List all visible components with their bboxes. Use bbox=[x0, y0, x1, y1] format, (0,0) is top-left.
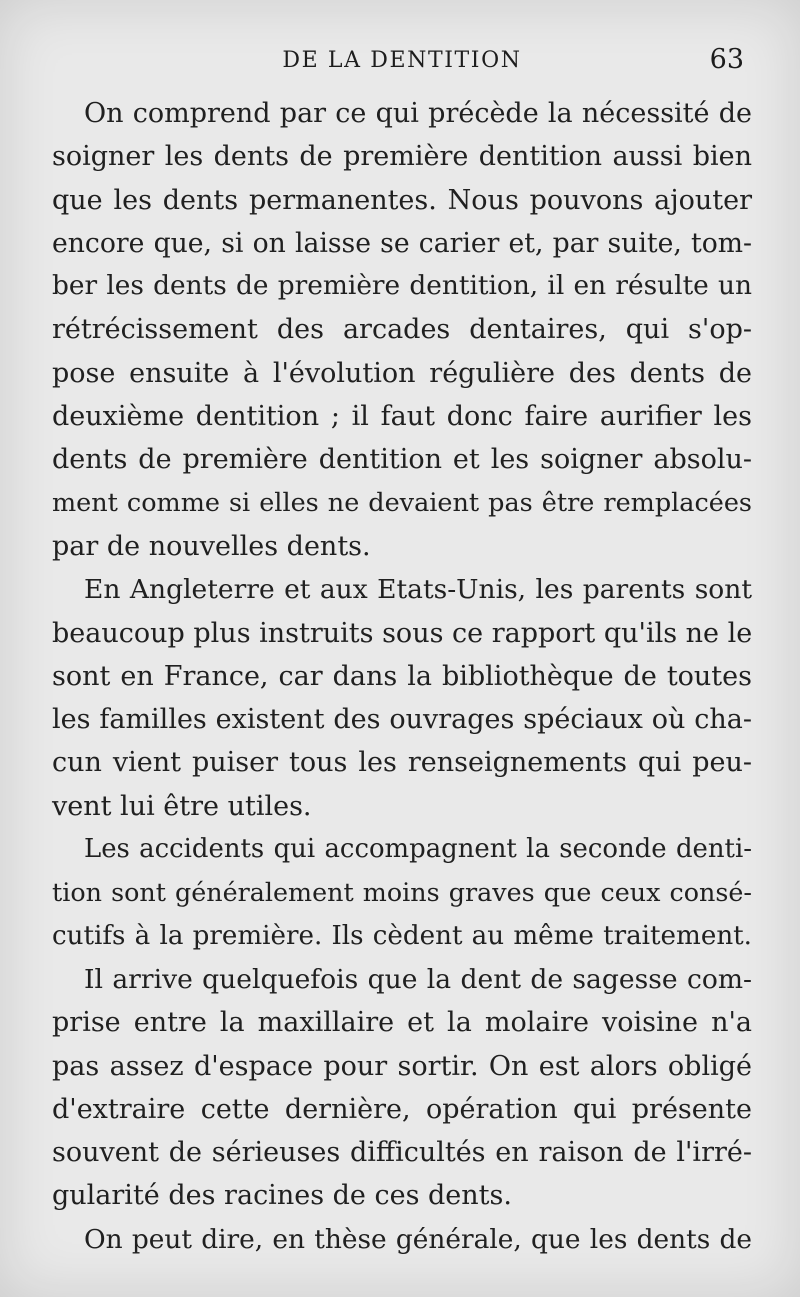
text-line: dents de première dentition et les soigner absolu- bbox=[52, 444, 752, 476]
text-line: par de nouvelles dents. bbox=[52, 530, 371, 562]
text-line: encore que, si on laisse se carier et, par suite, tom- bbox=[52, 227, 752, 259]
text-line: cutifs à la première. Ils cèdent au même traitement. bbox=[52, 920, 752, 951]
text-line: beaucoup plus instruits sous ce rapport qu'ils ne le bbox=[52, 617, 753, 649]
text-line: Il arrive quelquefois que la dent de sagesse com- bbox=[84, 963, 752, 995]
text-line: sont en France, car dans la bibliothèque de toutes bbox=[52, 660, 752, 692]
paragraph bbox=[52, 828, 752, 958]
text-line: prise entre la maxillaire et la molaire voisine n'a bbox=[52, 1007, 752, 1039]
text-line: pose ensuite à l'évolution régulière des dents de bbox=[52, 357, 752, 389]
text-line: cun vient puiser tous les renseignements qui peu- bbox=[52, 747, 752, 779]
running-title: DE LA DENTITION bbox=[282, 48, 522, 73]
text-line: En Angleterre et aux Etats-Unis, les parents sont bbox=[84, 574, 752, 606]
running-head bbox=[52, 46, 752, 78]
text-line: les familles existent des ouvrages spéciaux où cha- bbox=[52, 704, 752, 736]
paragraph bbox=[52, 958, 752, 1218]
text-line: pas assez d'espace pour sortir. On est alors obligé bbox=[52, 1050, 752, 1082]
text-line: que les dents permanentes. Nous pouvons ajouter bbox=[52, 184, 752, 216]
text-line: souvent de sérieuses difficultés en raison de l'irré- bbox=[52, 1137, 752, 1169]
paragraph bbox=[52, 568, 752, 828]
body-text bbox=[52, 92, 752, 1261]
paragraph bbox=[52, 92, 752, 568]
text-line: soigner les dents de première dentition aussi bien bbox=[52, 141, 752, 173]
text-line: gularité des racines de ces dents. bbox=[52, 1180, 512, 1212]
text-line: On comprend par ce qui précède la nécessité de bbox=[84, 98, 752, 129]
text-line: ment comme si elles ne devaient pas être remplacées bbox=[52, 487, 752, 518]
text-line: tion sont généralement moins graves que ceux consé- bbox=[52, 877, 752, 908]
text-line: ber les dents de première dentition, il en résulte un bbox=[52, 271, 752, 302]
text-line: rétrécissement des arcades dentaires, qui s'op- bbox=[52, 314, 752, 346]
paragraph bbox=[52, 1218, 752, 1261]
text-line: Les accidents qui accompagnent la seconde denti- bbox=[84, 834, 752, 865]
text-line: d'extraire cette dernière, opération qui présente bbox=[52, 1093, 752, 1125]
page-number: 63 bbox=[709, 44, 744, 75]
text-line: deuxième dentition ; il faut donc faire aurifier les bbox=[52, 401, 752, 433]
text-line: vent lui être utiles. bbox=[52, 790, 312, 822]
text-line: On peut dire, en thèse générale, que les dents de bbox=[84, 1223, 752, 1255]
